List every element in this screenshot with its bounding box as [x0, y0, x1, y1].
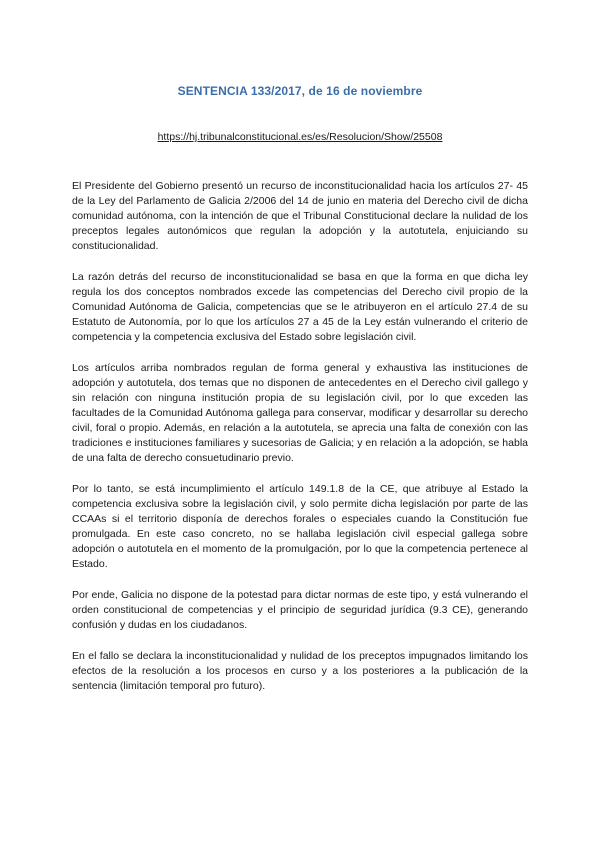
document-title: SENTENCIA 133/2017, de 16 de noviembre — [177, 84, 423, 98]
paragraph-razon: La razón detrás del recurso de inconstitucionalidad se basa en que la forma en que dicha ley regula los dos conceptos nombrados excede las competencias del Derecho civil propio de la Comunidad Autónoma de Galicia, competencias que se le atribuyeron en el artículo 27.4 de su Estatuto de Autonomía, por lo que los artículos 27 a 45 de la Ley están vulnerando el criterio de competencia y la competencia exclusiva del Estado sobre legislación civil. — [72, 271, 528, 343]
paragraph-fallo: En el fallo se declara la inconstitucionalidad y nulidad de los preceptos impugnados limitando los efectos de la resolución a los procesos en curso y a los posteriores a la publicación de la sentencia (limitación temporal pro futuro). — [72, 650, 528, 692]
paragraph-recurso: El Presidente del Gobierno presentó un recurso de inconstitucionalidad hacia los artículos 27- 45 de la Ley del Parlamento de Galicia 2/2006 del 14 de junio en materia del Derecho civil de dicha comunidad autónoma, con la intención de que el Tribunal Constitucional declare la nulidad de los preceptos legales autonómicos que regulan la adopción y la autotutela, enjuiciando su constitucionalidad. — [72, 180, 528, 252]
document-body — [72, 179, 528, 710]
paragraph-incumplimiento: Por lo tanto, se está incumplimiento el artículo 149.1.8 de la CE, que atribuye al Estado la competencia exclusiva sobre la legislación civil, y solo permite dicha legislación por parte de las CCAAs si el territorio disponía de derechos forales o especiales cuando la Constitución fue promulgada. En este caso concreto, no se hallaba legislación civil especial gallega sobre adopción o autotutela en el momento de la promulgación, por lo que la competencia pertenece al Estado. — [72, 483, 528, 570]
paragraph-galicia: Por ende, Galicia no dispone de la potestad para dictar normas de este tipo, y está vulnerando el orden constitucional de competencias y el principio de seguridad jurídica (9.3 CE), generando confusión y dudas en los ciudadanos. — [72, 589, 528, 631]
paragraph-articulos: Los artículos arriba nombrados regulan de forma general y exhaustiva las instituciones de adopción y autotutela, dos temas que no disponen de antecedentes en el Derecho civil gallego y sin relación con ninguna institución propia de su legislación civil, por lo que exceden las facultades de la Comunidad Autónoma gallega para conservar, modificar y desarrollar su derecho civil, foral o propio. Además, en relación a la autotutela, se aprecia una falta de conexión con las tradiciones e instituciones familiares y sucesorias de Galicia; y en relación a la adopción, se habla de una falta de derecho consuetudinario previo. — [72, 362, 528, 464]
source-link[interactable]: https://hj.tribunalconstitucional.es/es/Resolucion/Show/25508 — [157, 131, 443, 143]
